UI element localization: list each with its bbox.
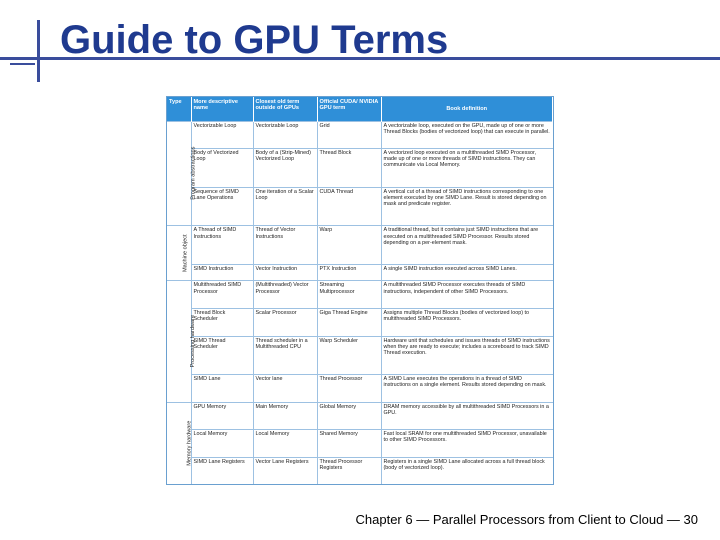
table-row — [167, 264, 553, 280]
header-descriptive-name: More descriptive name — [191, 97, 253, 121]
cell-old-term: Scalar Processor — [253, 308, 317, 336]
table-row — [167, 281, 553, 309]
cell-descriptive-name: A Thread of SIMD Instructions — [191, 226, 253, 265]
row-group-label: Machine object — [182, 234, 189, 273]
cell-book-definition: A vectorized loop executed on a multithreaded SIMD Processor, made up of one or more threads of SIMD instructions. They can communicate via Local Memory. — [381, 149, 553, 188]
header-cuda-term: Official CUDA/ NVIDIA GPU term — [317, 97, 381, 121]
table-row — [167, 121, 553, 149]
cell-book-definition: A SIMD Lane executes the operations in a thread of SIMD instructions on a single element. Results stored depending on mask. — [381, 375, 553, 403]
slide-title: Guide to GPU Terms — [60, 18, 449, 62]
row-group-label-cell — [167, 281, 197, 402]
row-group-label: Memory hardware — [186, 420, 193, 466]
cell-cuda-term: Warp Scheduler — [317, 336, 381, 375]
cell-old-term: Vector Instruction — [253, 264, 317, 280]
row-group-label-cell — [167, 402, 191, 484]
cell-descriptive-name: SIMD Lane — [191, 375, 253, 403]
table-row — [167, 187, 553, 226]
table-row — [167, 336, 553, 375]
cell-cuda-term: Shared Memory — [317, 430, 381, 458]
header-type: Type — [167, 97, 191, 121]
cell-book-definition: Fast local SRAM for one multithreaded SIMD Processor, unavailable to other SIMD Processors. — [381, 430, 553, 458]
cell-cuda-term: Thread Block — [317, 149, 381, 188]
header-old-term: Closest old term outside of GPUs — [253, 97, 317, 121]
cell-book-definition: A traditional thread, but it contains just SIMD instructions that are executed on a multithreaded SIMD Processor. Results stored depending on a per-element mask. — [381, 226, 553, 265]
cell-book-definition: Assigns multiple Thread Blocks (bodies of vectorized loop) to multithreaded SIMD Processors. — [381, 308, 553, 336]
cell-cuda-term: Streaming Multiprocessor — [317, 281, 381, 309]
cell-book-definition: A vertical cut of a thread of SIMD instructions corresponding to one element executed by one SIMD Lane. Result is stored depending on mask and predicate register. — [381, 187, 553, 226]
table-row — [167, 149, 553, 188]
cell-old-term: (Multithreaded) Vector Processor — [253, 281, 317, 309]
cell-book-definition: A vectorizable loop, executed on the GPU, made up of one or more Thread Blocks (bodies of vectorized loop) that can execute in parallel. — [381, 121, 553, 149]
cell-descriptive-name: Vectorizable Loop — [191, 121, 253, 149]
decorative-vertical-rule — [37, 20, 40, 82]
cell-descriptive-name: Local Memory — [191, 430, 253, 458]
cell-cuda-term: Global Memory — [317, 402, 381, 430]
table-row — [167, 402, 553, 430]
cell-book-definition: DRAM memory accessible by all multithreaded SIMD Processors in a GPU. — [381, 402, 553, 430]
table-row — [167, 375, 553, 403]
cell-descriptive-name: Sequence of SIMD Lane Operations — [191, 187, 253, 226]
row-group-label: Processing hardware — [190, 315, 197, 368]
cell-cuda-term: Giga Thread Engine — [317, 308, 381, 336]
cell-cuda-term: Warp — [317, 226, 381, 265]
cell-old-term: Thread of Vector Instructions — [253, 226, 317, 265]
cell-cuda-term: CUDA Thread — [317, 187, 381, 226]
cell-cuda-term: Thread Processor — [317, 375, 381, 403]
row-group-label-cell — [167, 226, 191, 281]
table-row — [167, 308, 553, 336]
cell-descriptive-name: SIMD Instruction — [191, 264, 253, 280]
cell-old-term: Thread scheduler in a Multithreaded CPU — [253, 336, 317, 375]
cell-book-definition: Registers in a single SIMD Lane allocated across a full thread block (body of vectorized loop). — [381, 457, 553, 484]
cell-old-term: Body of a (Strip-Mined) Vectorized Loop — [253, 149, 317, 188]
cell-descriptive-name: SIMD Thread Scheduler — [191, 336, 253, 375]
cell-cuda-term: Grid — [317, 121, 381, 149]
cell-descriptive-name: Thread Block Scheduler — [191, 308, 253, 336]
cell-descriptive-name: SIMD Lane Registers — [191, 457, 253, 484]
cell-old-term: Vector Lane Registers — [253, 457, 317, 484]
cell-old-term: One iteration of a Scalar Loop — [253, 187, 317, 226]
table-header-row — [167, 97, 553, 121]
cell-descriptive-name: GPU Memory — [191, 402, 253, 430]
cell-old-term: Vector lane — [253, 375, 317, 403]
cell-book-definition: A multithreaded SIMD Processor executes threads of SIMD instructions, independent of other SIMD Processors. — [381, 281, 553, 309]
gpu-terms-table — [167, 97, 553, 484]
cell-old-term: Vectorizable Loop — [253, 121, 317, 149]
header-book-definition: Book definition — [381, 97, 553, 121]
cell-old-term: Main Memory — [253, 402, 317, 430]
gpu-terms-table-image — [166, 96, 554, 485]
table-row — [167, 457, 553, 484]
row-group-label-cell — [167, 121, 197, 226]
decorative-short-rule — [10, 63, 35, 65]
cell-cuda-term: Thread Processor Registers — [317, 457, 381, 484]
cell-descriptive-name: Body of Vectorized Loop — [191, 149, 253, 188]
cell-book-definition: A single SIMD instruction executed across SIMD Lanes. — [381, 264, 553, 280]
cell-book-definition: Hardware unit that schedules and issues threads of SIMD instructions when they are ready to execute; includes a scoreboard to track SIMD Thread execution. — [381, 336, 553, 375]
row-group-label: Program abstractions — [190, 146, 197, 200]
cell-descriptive-name: Multithreaded SIMD Processor — [191, 281, 253, 309]
slide-footer: Chapter 6 — Parallel Processors from Client to Cloud — 30 — [355, 512, 698, 527]
cell-old-term: Local Memory — [253, 430, 317, 458]
table-row — [167, 430, 553, 458]
table-row — [167, 226, 553, 265]
cell-cuda-term: PTX Instruction — [317, 264, 381, 280]
